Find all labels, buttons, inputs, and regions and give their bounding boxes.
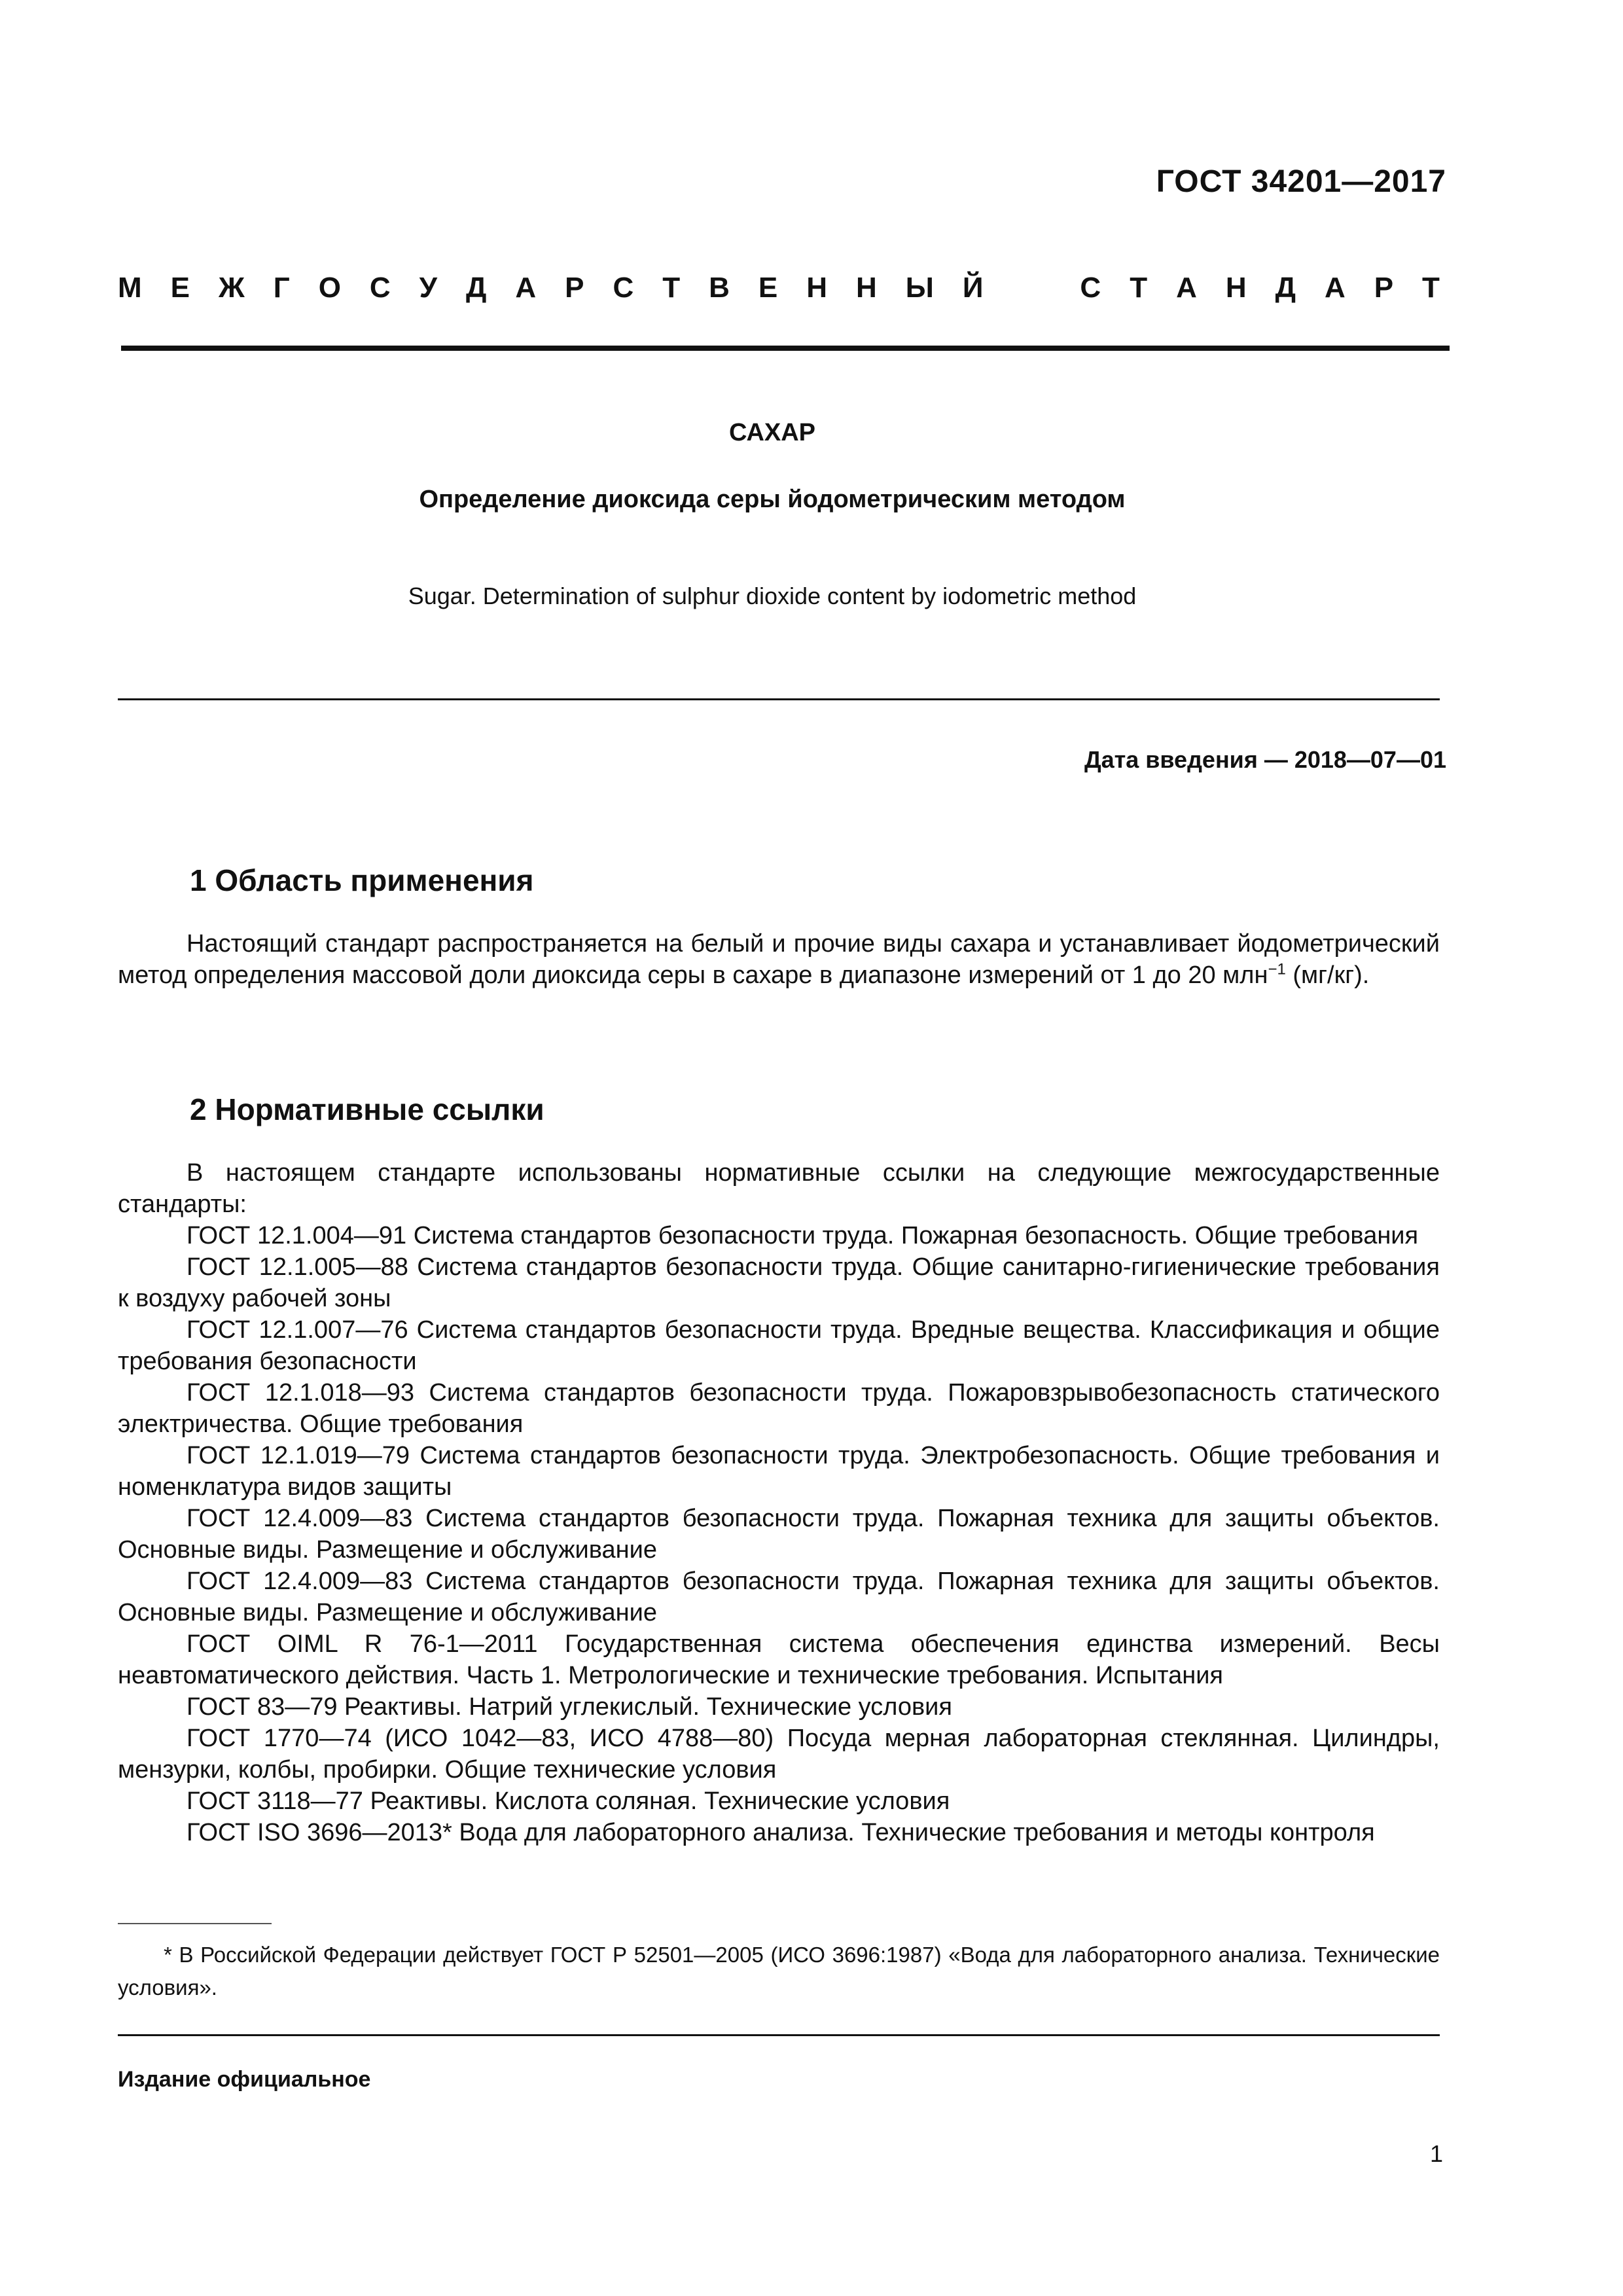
banner-letter: Й (962, 272, 984, 304)
section-scope-text (118, 928, 1440, 991)
banner-letter: А (1176, 272, 1197, 304)
banner-letter: А (515, 272, 537, 304)
scope-unit: (мг/кг). (1285, 961, 1370, 989)
banner-letter: Н (856, 272, 877, 304)
banner-letter: О (318, 272, 341, 304)
reference-item: ГОСТ OIML R 76-1—2011 Государственная система обеспечения единства измерений. Весы неавтоматического действия. Часть 1. Метрологические и технические требования. Испытания (118, 1630, 1440, 1689)
banner-letter: Р (565, 272, 584, 304)
reference-item: ГОСТ 12.1.007—76 Система стандартов безопасности труда. Вредные вещества. Классификация и общие требования безопасности (118, 1316, 1440, 1375)
reference-item: ГОСТ 3118—77 Реактивы. Кислота соляная. Технические условия (187, 1787, 950, 1815)
header-divider (121, 346, 1450, 351)
scope-paragraph (118, 928, 1440, 991)
edition-label: Издание официальное (118, 2067, 371, 2092)
banner-letter: Т (1130, 272, 1148, 304)
page-number: 1 (1429, 2140, 1443, 2167)
banner-letter: Г (273, 272, 290, 304)
reference-item: ГОСТ 12.1.019—79 Система стандартов безопасности труда. Электробезопасность. Общие требования и номенклатура видов защиты (118, 1442, 1440, 1501)
banner-letter: У (419, 272, 438, 304)
banner-letter: Ж (218, 272, 245, 304)
title-divider (118, 698, 1440, 700)
banner-letter: С (613, 272, 634, 304)
banner-letter: Д (466, 272, 487, 304)
banner-letter: Т (1422, 272, 1440, 304)
footnote-text: * В Российской Федерации действует ГОСТ Р 52501—2005 (ИСО 3696:1987) «Вода для лабораторного анализа. Технические условия». (118, 1943, 1440, 2000)
banner-word-gap (1012, 272, 1051, 304)
document-subtitle: Определение диоксида серы йодометрическим методом (419, 486, 1126, 513)
document-title-english: Sugar. Determination of sulphur dioxide content by iodometric method (408, 583, 1137, 609)
interstate-standard-banner (118, 272, 1440, 304)
reference-item: ГОСТ 12.1.005—88 Система стандартов безопасности труда. Общие санитарно-гигиенические требования к воздуху рабочей зоны (118, 1253, 1440, 1312)
document-title: САХАР (728, 419, 816, 446)
section-heading-scope: 1 Область применения (190, 863, 534, 897)
reference-item: ГОСТ 12.1.004—91 Система стандартов безопасности труда. Пожарная безопасность. Общие требования (187, 1222, 1419, 1249)
references-intro: В настоящем стандарте использованы нормативные ссылки на следующие межгосударственные стандарты: (118, 1159, 1440, 1218)
reference-item: ГОСТ 12.1.018—93 Система стандартов безопасности труда. Пожаровзрывобезопасность статического электричества. Общие требования (118, 1379, 1440, 1438)
banner-letter: А (1324, 272, 1346, 304)
reference-item: ГОСТ ISO 3696—2013* Вода для лабораторного анализа. Технические требования и методы контроля (187, 1819, 1375, 1846)
banner-letter: Е (170, 272, 190, 304)
banner-letter: Е (758, 272, 778, 304)
scope-text: Настоящий стандарт распространяется на белый и прочие виды сахара и устанавливает йодометрический метод определения массовой доли диоксида серы в сахаре в диапазоне измерений от 1 до 20 млн (118, 930, 1440, 989)
footnote-divider (118, 1923, 272, 1924)
banner-letter: М (118, 272, 142, 304)
references-list (118, 1157, 1440, 1848)
reference-item: ГОСТ 12.4.009—83 Система стандартов безопасности труда. Пожарная техника для защиты объектов. Основные виды. Размещение и обслуживание (118, 1568, 1440, 1626)
section-heading-references: 2 Нормативные ссылки (190, 1092, 544, 1126)
banner-letter: В (709, 272, 730, 304)
banner-letter: Н (806, 272, 828, 304)
introduction-date: Дата введения — 2018—07—01 (1084, 746, 1446, 773)
document-code: ГОСТ 34201—2017 (1156, 164, 1446, 199)
scope-exponent: −1 (1268, 960, 1286, 978)
banner-letter: Д (1275, 272, 1296, 304)
banner-letter: Т (662, 272, 681, 304)
reference-item: ГОСТ 83—79 Реактивы. Натрий углекислый. Технические условия (187, 1693, 952, 1721)
banner-letter: С (369, 272, 391, 304)
reference-item: ГОСТ 1770—74 (ИСО 1042—83, ИСО 4788—80) Посуда мерная лабораторная стеклянная. Цилиндры, мензурки, колбы, пробирки. Общие технические условия (118, 1725, 1440, 1784)
banner-letter: Н (1225, 272, 1247, 304)
banner-letter: Р (1374, 272, 1394, 304)
footnote (118, 1939, 1440, 2004)
footer-divider (118, 2034, 1440, 2036)
reference-item: ГОСТ 12.4.009—83 Система стандартов безопасности труда. Пожарная техника для защиты объектов. Основные виды. Размещение и обслуживание (118, 1505, 1440, 1564)
banner-letter: Ы (905, 272, 934, 304)
banner-letter: С (1080, 272, 1101, 304)
